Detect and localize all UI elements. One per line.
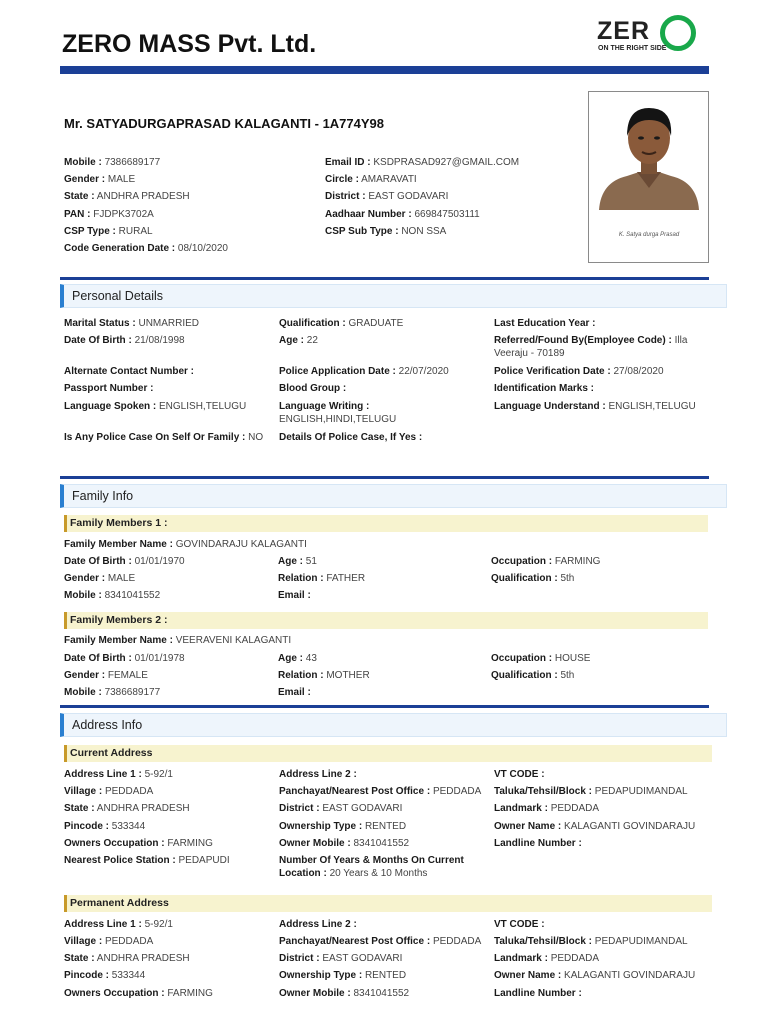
person-gender: Gender : MALE (64, 174, 136, 185)
member-1-email: Email : (278, 590, 311, 601)
section-title: Personal Details (72, 289, 164, 303)
referred-by: Referred/Found By(Employee Code) : Illa Veeraju - 70189 (494, 335, 688, 359)
permanent-owners-occupation: Owners Occupation : FARMING (64, 988, 213, 999)
person-aadhaar: Aadhaar Number : 669847503111 (325, 209, 480, 220)
permanent-landmark: Landmark : PEDDADA (494, 953, 600, 964)
age: Age : 22 (279, 335, 318, 346)
permanent-taluka: Taluka/Tehsil/Block : PEDAPUDIMANDAL (494, 936, 688, 947)
current-owner-mobile: Owner Mobile : 8341041552 (279, 838, 410, 849)
current-years-at-location: Number Of Years & Months On Current Location : 20 Years & 10 Months (279, 855, 464, 879)
member-2-age: Age : 43 (278, 653, 317, 664)
section-title: Address Info (72, 718, 143, 732)
alternate-contact: Alternate Contact Number : (64, 366, 195, 377)
permanent-address-line-2: Address Line 2 : (279, 919, 357, 930)
person-csp-sub-type: CSP Sub Type : NON SSA (325, 226, 447, 237)
permanent-ownership-type: Ownership Type : RENTED (279, 970, 407, 981)
current-address-header: Current Address (64, 745, 712, 762)
permanent-state: State : ANDHRA PRADESH (64, 953, 190, 964)
section-divider (60, 277, 709, 280)
family-member-2-header: Family Members 2 : (64, 612, 708, 629)
member-2-dob: Date Of Birth : 01/01/1978 (64, 653, 185, 664)
family-member-1-header: Family Members 1 : (64, 515, 708, 532)
member-2-email: Email : (278, 687, 311, 698)
member-1-age: Age : 51 (278, 556, 317, 567)
current-district: District : EAST GODAVARI (279, 803, 403, 814)
section-title: Family Info (72, 489, 134, 503)
current-owners-occupation: Owners Occupation : FARMING (64, 838, 213, 849)
permanent-village: Village : PEDDADA (64, 936, 154, 947)
member-2-qualification: Qualification : 5th (491, 670, 575, 681)
permanent-address-line-1: Address Line 1 : 5-92/1 (64, 919, 173, 930)
permanent-post-office: Panchayat/Nearest Post Office : PEDDADA (279, 936, 482, 947)
marital-status: Marital Status : UNMARRIED (64, 318, 200, 329)
header-divider (60, 66, 709, 74)
current-state: State : ANDHRA PRADESH (64, 803, 190, 814)
person-name-id: Mr. SATYADURGAPRASAD KALAGANTI - 1A774Y98 (64, 116, 385, 131)
current-vt-code: VT CODE : (494, 769, 545, 780)
section-divider (60, 476, 709, 479)
logo-tagline: ON THE RIGHT SIDE (598, 45, 667, 52)
person-mobile: Mobile : 7386689177 (64, 157, 161, 168)
person-code-date: Code Generation Date : 08/10/2020 (64, 243, 228, 254)
current-taluka: Taluka/Tehsil/Block : PEDAPUDIMANDAL (494, 786, 688, 797)
member-2-name: Family Member Name : VEERAVENI KALAGANTI (64, 635, 292, 646)
police-case-details: Details Of Police Case, If Yes : (279, 432, 423, 443)
company-name: ZERO MASS Pvt. Ltd. (62, 30, 317, 58)
logo-text: ZER (597, 17, 650, 45)
permanent-address-header: Permanent Address (64, 895, 712, 912)
member-2-gender: Gender : FEMALE (64, 670, 148, 681)
member-1-relation: Relation : FATHER (278, 573, 366, 584)
member-1-mobile: Mobile : 8341041552 (64, 590, 161, 601)
language-writing: Language Writing : ENGLISH,HINDI,TELUGU (279, 401, 397, 425)
permanent-landline: Landline Number : (494, 988, 582, 999)
current-owner-name: Owner Name : KALAGANTI GOVINDARAJU (494, 821, 696, 832)
member-1-gender: Gender : MALE (64, 573, 136, 584)
current-police-station: Nearest Police Station : PEDAPUDI (64, 855, 230, 866)
member-2-mobile: Mobile : 7386689177 (64, 687, 161, 698)
company-logo (597, 14, 709, 56)
personal-details-header (60, 284, 727, 308)
person-portrait-icon (589, 92, 708, 222)
date-of-birth: Date Of Birth : 21/08/1998 (64, 335, 185, 346)
person-district: District : EAST GODAVARI (325, 191, 449, 202)
permanent-district: District : EAST GODAVARI (279, 953, 403, 964)
member-1-dob: Date Of Birth : 01/01/1970 (64, 556, 185, 567)
section-divider (60, 705, 709, 708)
permanent-pincode: Pincode : 533344 (64, 970, 146, 981)
current-address-line-1: Address Line 1 : 5-92/1 (64, 769, 173, 780)
language-spoken: Language Spoken : ENGLISH,TELUGU (64, 401, 247, 412)
current-ownership-type: Ownership Type : RENTED (279, 821, 407, 832)
language-understand: Language Understand : ENGLISH,TELUGU (494, 401, 696, 412)
permanent-owner-mobile: Owner Mobile : 8341041552 (279, 988, 410, 999)
address-info-header (60, 713, 727, 737)
member-1-occupation: Occupation : FARMING (491, 556, 601, 567)
person-csp-type: CSP Type : RURAL (64, 226, 153, 237)
member-1-name: Family Member Name : GOVINDARAJU KALAGANTI (64, 539, 307, 550)
person-state: State : ANDHRA PRADESH (64, 191, 190, 202)
current-village: Village : PEDDADA (64, 786, 154, 797)
blood-group: Blood Group : (279, 383, 347, 394)
current-landmark: Landmark : PEDDADA (494, 803, 600, 814)
member-2-relation: Relation : MOTHER (278, 670, 370, 681)
member-2-occupation: Occupation : HOUSE (491, 653, 591, 664)
current-pincode: Pincode : 533344 (64, 821, 146, 832)
person-photo (588, 91, 709, 263)
family-info-header (60, 484, 727, 508)
qualification: Qualification : GRADUATE (279, 318, 404, 329)
police-application-date: Police Application Date : 22/07/2020 (279, 366, 449, 377)
person-email: Email ID : KSDPRASAD927@GMAIL.COM (325, 157, 520, 168)
police-verification-date: Police Verification Date : 27/08/2020 (494, 366, 664, 377)
current-address-line-2: Address Line 2 : (279, 769, 357, 780)
last-education-year: Last Education Year : (494, 318, 596, 329)
person-pan: PAN : FJDPK3702A (64, 209, 154, 220)
police-case: Is Any Police Case On Self Or Family : NO (64, 432, 264, 443)
current-landline: Landline Number : (494, 838, 582, 849)
permanent-owner-name: Owner Name : KALAGANTI GOVINDARAJU (494, 970, 696, 981)
identification-marks: Identification Marks : (494, 383, 595, 394)
member-1-qualification: Qualification : 5th (491, 573, 575, 584)
current-post-office: Panchayat/Nearest Post Office : PEDDADA (279, 786, 482, 797)
photo-signature: K. Satya durga Prasad (618, 232, 680, 238)
permanent-vt-code: VT CODE : (494, 919, 545, 930)
person-circle: Circle : AMARAVATI (325, 174, 417, 185)
passport-number: Passport Number : (64, 383, 154, 394)
